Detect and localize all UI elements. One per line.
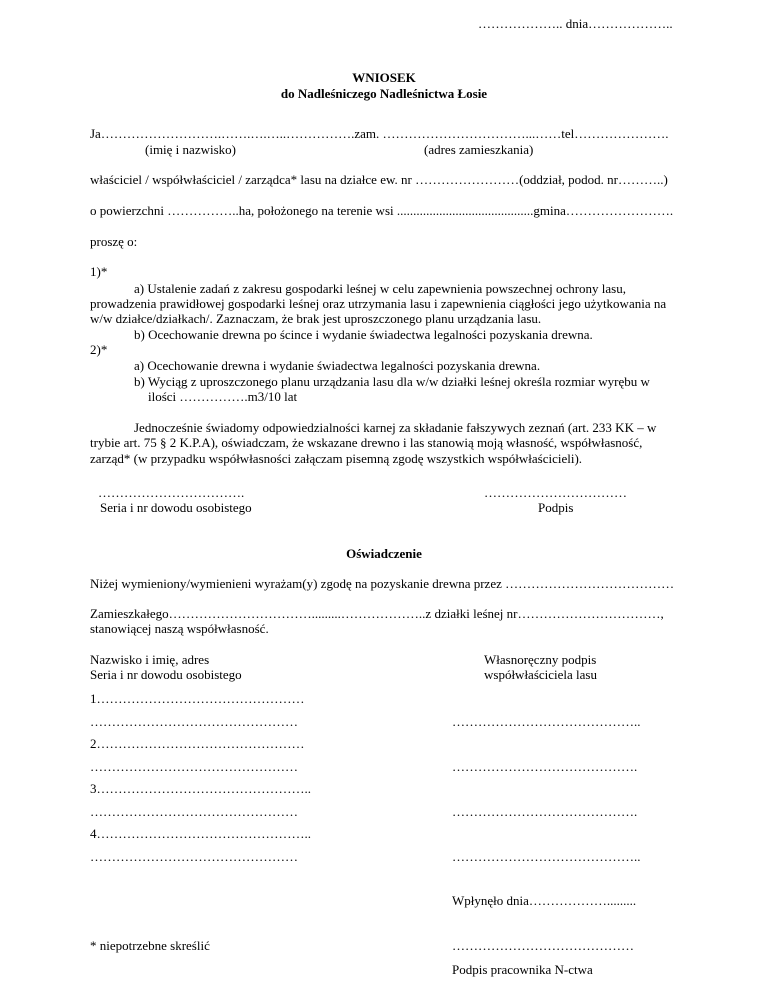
area-line: o powierzchni ……………..ha, położonego na terenie wsi ..........................................gmina……………………. (90, 203, 674, 218)
statement-title: Oświadczenie (346, 546, 422, 561)
statement-residence-line: Zamieszkałego…………………………….........………………..z działki leśnej nr……………………………, (90, 606, 664, 621)
co-owner-signature-dots: …………………………………….. (452, 714, 641, 729)
column-header-signature: Własnoręczny podpis (484, 652, 597, 667)
option-2b-text: b) Wyciąg z uproszczonego planu urządzania lasu dla w/w działki leśnej określa rozmiar wyrębu w (134, 374, 650, 389)
option-1a-text: a) Ustalenie zadań z zakresu gospodarki leśnej w celu zapewnienia powszechnej ochrony lasu, (134, 281, 626, 296)
parcel-line: właściciel / współwłaściciel / zarządca* lasu na działce ew. nr ……………………(oddział, podod. nr………..) (90, 172, 668, 187)
column-header-id: Seria i nr dowodu osobistego (90, 667, 242, 682)
document-title: WNIOSEK (352, 70, 416, 85)
option-1b-text: b) Ocechowanie drewna po ścince i wydanie świadectwa legalności pozyskania drewna. (134, 327, 593, 342)
column-header-name: Nazwisko i imię, adres (90, 652, 210, 667)
co-owner-entry-number-line: 3………………………………………….. (90, 781, 311, 796)
statement-consent-line: Niżej wymieniony/wymienieni wyrażam(y) zgodę na pozyskanie drewna przez ………………………………… (90, 576, 675, 591)
footnote: * niepotrzebne skreślić (90, 938, 210, 953)
option-2a-text: a) Ocechowanie drewna i wydanie świadectwa legalności pozyskania drewna. (134, 358, 541, 373)
id-number-dots: ……………………………. (98, 485, 245, 500)
option-2-label: 2)* (90, 342, 108, 357)
address-caption: (adres zamieszkania) (424, 142, 534, 157)
co-owner-entry-dots: ………………………………………… (90, 714, 298, 729)
id-number-caption: Seria i nr dowodu osobistego (100, 500, 252, 515)
co-owner-entry-number-line: 4………………………………………….. (90, 826, 311, 841)
officer-signature-caption: Podpis pracownika N-ctwa (452, 962, 593, 977)
received-date-line: Wpłynęło dnia………………......... (452, 893, 637, 908)
declaration-text: Jednocześnie świadomy odpowiedzialności karnej za składanie fałszywych zeznań (art. 233 KK – w (134, 420, 657, 435)
option-2b-text-cont: ilości …………….m3/10 lat (148, 389, 298, 404)
request-intro: proszę o: (90, 234, 138, 249)
applicant-line: Ja……………………….…….….…..…………….zam. ……………………………...……tel…………………. (90, 126, 669, 141)
document-subtitle: do Nadleśniczego Nadleśnictwa Łosie (280, 86, 488, 101)
co-owner-entry-dots: ………………………………………… (90, 759, 298, 774)
option-1a-text-cont: w/w działce/działkach/. Zaznaczam, że brak jest uproszczonego planu urządzania lasu. (90, 311, 542, 326)
column-header-co-owner: współwłaściciela lasu (484, 667, 597, 682)
option-1a-text-cont: prowadzenia prawidłowej gospodarki leśnej oraz utrzymania lasu i zapewnienia ciągłości jego użytkowania na (90, 296, 667, 311)
date-line: ……………….. dnia……………….. (478, 16, 673, 31)
signature-caption: Podpis (538, 500, 574, 515)
co-owner-signature-dots: ……………………………………. (452, 804, 638, 819)
name-caption: (imię i nazwisko) (145, 142, 236, 157)
co-owner-entry-dots: ………………………………………… (90, 849, 298, 864)
co-owner-signature-dots: …………………………………….. (452, 849, 641, 864)
signature-dots: …………………………… (484, 485, 627, 500)
declaration-text-cont: trybie art. 75 § 2 K.P.A), oświadczam, że wskazane drewno i las stanowią moją własność, współwłasność, (90, 435, 643, 450)
co-owner-entry-dots: ………………………………………… (90, 804, 298, 819)
officer-signature-dots: …………………………………… (452, 938, 634, 953)
co-owner-signature-dots: ……………………………………. (452, 759, 638, 774)
co-owner-entry-number-line: 2………………………………………… (90, 736, 305, 751)
option-1-label: 1)* (90, 264, 108, 279)
statement-ownership-line: stanowiącej naszą współwłasność. (90, 621, 269, 636)
co-owner-entry-number-line: 1………………………………………… (90, 691, 305, 706)
declaration-text-cont: zarząd* (w przypadku współwłasności załączam pisemną zgodę wszystkich współwłaścicieli). (90, 451, 583, 466)
